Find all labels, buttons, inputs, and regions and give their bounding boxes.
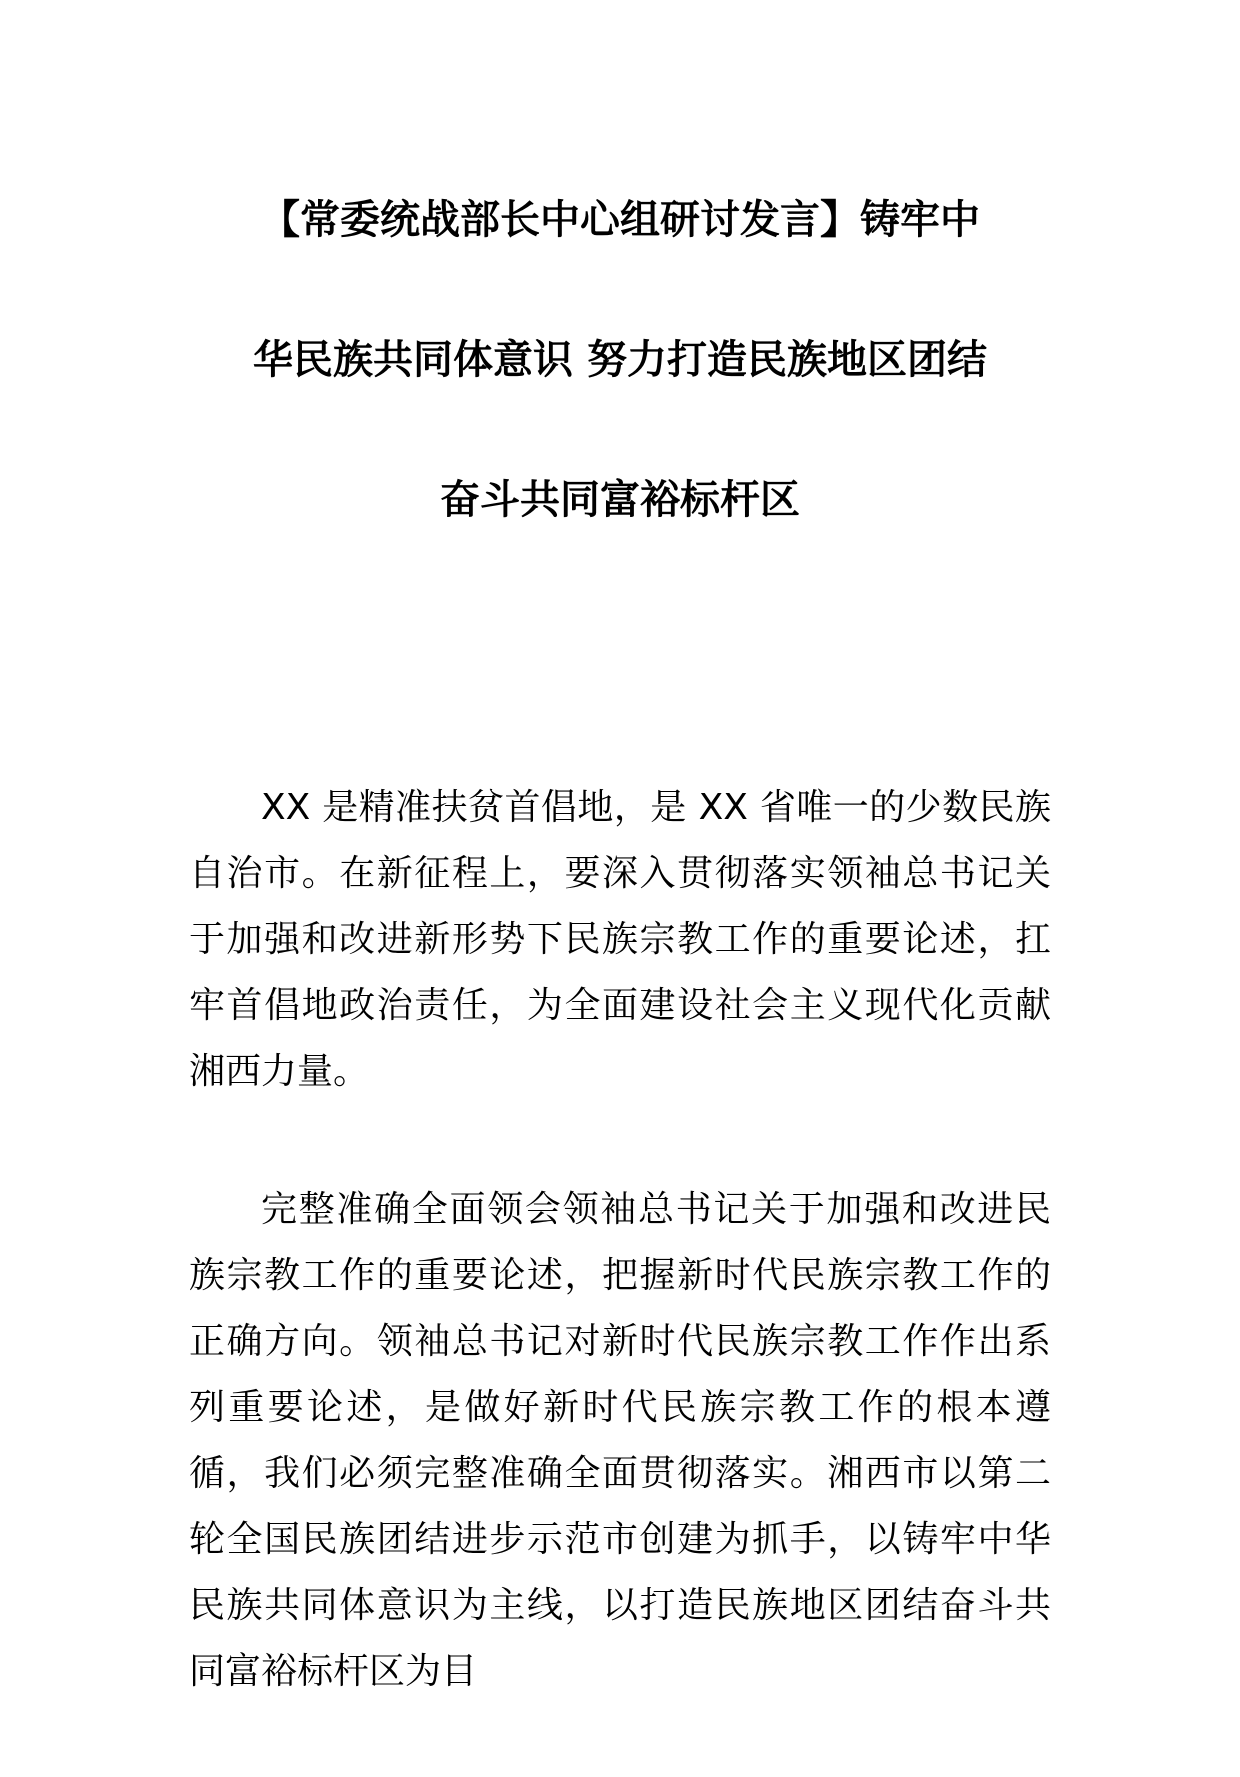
paragraph-2: 完整准确全面领会领袖总书记关于加强和改进民族宗教工作的重要论述，把握新时代民族宗教工作的正确方向。领袖总书记对新时代民族宗教工作作出系列重要论述，是做好新时代民族宗教工作的根本遵循，我们必须完整准确全面贯彻落实。湘西市以第二轮全国民族团结进步示范市创建为抓手，以铸牢中华民族共同体意识为主线，以打造民族地区团结奋斗共同富裕标杆区为目 <box>189 1189 1051 1692</box>
title-line-3: 奋斗共同富裕标杆区 <box>440 477 800 523</box>
title-line-2: 华民族共同体意识 努力打造民族地区团结 <box>253 337 987 383</box>
document-title <box>150 197 1090 620</box>
document-body <box>189 775 1051 1777</box>
paragraph-1: XX 是精准扶贫首倡地，是 XX 省唯一的少数民族自治市。在新征程上，要深入贯彻落实领袖总书记关于加强和改进新形势下民族宗教工作的重要论述，扛牢首倡地政治责任，为全面建设社会主义现代化贡献湘西力量。 <box>189 787 1051 1092</box>
title-line-1: 【常委统战部长中心组研讨发言】铸牢中 <box>260 197 980 243</box>
